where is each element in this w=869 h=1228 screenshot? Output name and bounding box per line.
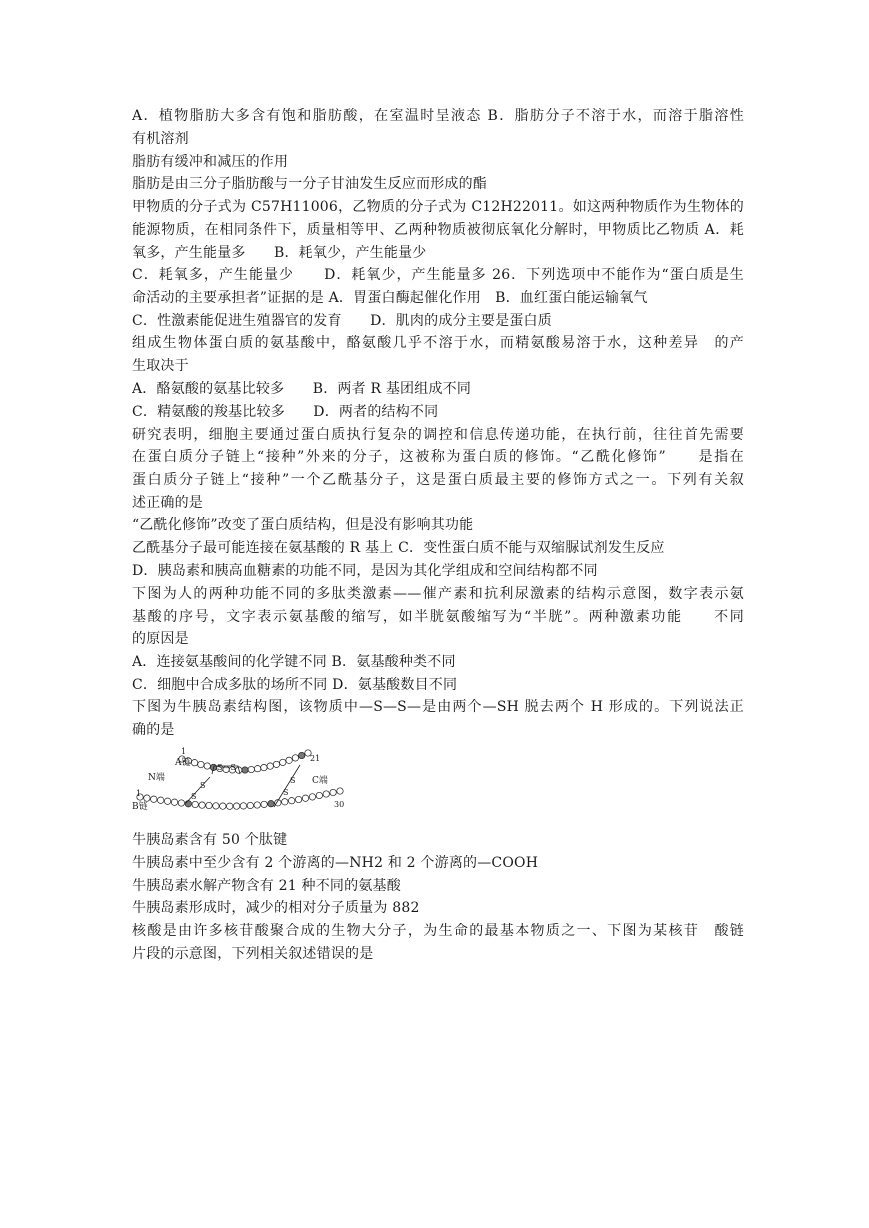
b-chain-start-number: 1 bbox=[136, 789, 142, 798]
text-line: 生取决于 bbox=[132, 358, 189, 374]
b-chain-bead bbox=[171, 799, 177, 805]
b-chain-bead bbox=[144, 795, 150, 801]
text-line: A．植物脂肪大多含有饱和脂肪酸，在室温时呈液态 B．脂肪分子不溶于水，而溶于脂溶性 bbox=[132, 108, 744, 124]
b-chain-bead bbox=[316, 792, 322, 798]
a-chain-bead bbox=[273, 761, 279, 767]
text-line: 牛胰岛素中至少含有 2 个游离的—NH2 和 2 个游离的—COOH bbox=[132, 855, 539, 871]
b-chain-bead bbox=[309, 794, 315, 800]
b-chain-bead bbox=[295, 796, 301, 802]
bond-s3-label: S bbox=[290, 776, 296, 785]
a-chain-bead bbox=[248, 766, 254, 772]
a-chain-bead bbox=[280, 759, 286, 765]
b-chain-bead bbox=[206, 802, 212, 808]
b-chain-label: B链 bbox=[132, 802, 148, 812]
a-chain-beads bbox=[179, 750, 311, 774]
c-end-label: C端 bbox=[312, 776, 328, 786]
insulin-structure-svg bbox=[130, 745, 352, 817]
text-line: 脂肪是由三分子脂肪酸与一分子甘油发生反应而形成的酯 bbox=[132, 176, 487, 192]
text-line: 研究表明，细胞主要通过蛋白质执行复杂的调控和信息传递功能，在执行前，往往首先需要 bbox=[132, 427, 744, 443]
text-line: C．细胞中合成多肽的场所不同 D．氨基酸数目不同 bbox=[132, 677, 458, 693]
a-chain-bead bbox=[267, 763, 273, 769]
a-chain-label: A链 bbox=[175, 758, 191, 768]
interchain-bond-left bbox=[186, 777, 210, 803]
b-chain-bead bbox=[289, 798, 295, 804]
b-chain-bead bbox=[323, 791, 329, 797]
bond-ss-a-label: S—S bbox=[217, 763, 236, 772]
text-line: C．耗氧多，产生能量少 D．耗氧少，产生能量多 26．下列选项中不能作为“蛋白质是生 bbox=[132, 267, 744, 283]
text-line: 乙酰基分子最可能连接在氨基酸的 R 基上 C．变性蛋白质不能与双缩脲试剂发生反应 bbox=[132, 540, 665, 556]
text-line: C．精氨酸的羧基比较多 D．两者的结构不同 bbox=[132, 404, 439, 420]
b-chain-bead bbox=[254, 802, 260, 808]
b-chain-bead bbox=[220, 803, 226, 809]
a-chain-bead bbox=[198, 761, 204, 767]
a-chain-bead bbox=[191, 760, 197, 766]
n-end-label: N端 bbox=[148, 773, 165, 783]
text-line: 牛胰岛素水解产物含有 21 种不同的氨基酸 bbox=[132, 878, 401, 894]
text-line: 牛胰岛素含有 50 个肽键 bbox=[132, 832, 288, 848]
b-chain-bead bbox=[247, 802, 253, 808]
b-chain-bead bbox=[302, 795, 308, 801]
text-line: 有机溶剂 bbox=[132, 131, 189, 147]
b-chain-end-number: 30 bbox=[334, 800, 345, 809]
a-chain-bead bbox=[299, 752, 305, 758]
b-chain-beads bbox=[137, 788, 343, 810]
text-line: 基酸的序号，文字表示氨基酸的缩写，如半胱氨酸缩写为“半胱”。两种激素功能 不同 bbox=[132, 609, 744, 625]
b-chain-bead bbox=[233, 803, 239, 809]
text-line: 的原因是 bbox=[132, 631, 189, 647]
b-chain-bead bbox=[213, 803, 219, 809]
text-line: C．性激素能促进生殖器官的发育 D．肌肉的成分主要是蛋白质 bbox=[132, 313, 552, 329]
a-chain-bead bbox=[286, 757, 292, 763]
text-line: A．酪氨酸的氨基比较多 B．两者 R 基团组成不同 bbox=[132, 381, 472, 397]
b-chain-bead bbox=[199, 802, 205, 808]
text-line: 甲物质的分子式为 C57H11006，乙物质的分子式为 C12H22011。如这两种物质作为生物体的 bbox=[132, 199, 744, 215]
a-chain-bead bbox=[261, 764, 267, 770]
b-chain-bead bbox=[337, 788, 343, 794]
b-chain-bead bbox=[227, 803, 233, 809]
bond-s1-label: S bbox=[200, 781, 206, 790]
text-line: 在蛋白质分子链上“接种”外来的分子，这被称为蛋白质的修饰。“乙酰化修饰” 是指在 bbox=[132, 449, 744, 465]
text-line: D．胰岛素和胰高血糖素的功能不同，是因为其化学组成和空间结构都不同 bbox=[132, 563, 598, 579]
a-chain-bead bbox=[204, 763, 210, 769]
a-chain-bead bbox=[254, 766, 260, 772]
b-chain-bead bbox=[178, 800, 184, 806]
text-line: 氧多，产生能量多 B．耗氧少，产生能量少 bbox=[132, 245, 427, 261]
b-chain-bead bbox=[158, 797, 164, 803]
text-line: 核酸是由许多核苷酸聚合成的生物大分子，为生命的最基本物质之一、下图为某核苷 酸链 bbox=[132, 923, 744, 939]
b-chain-bead bbox=[268, 801, 274, 807]
b-chain-bead bbox=[240, 803, 246, 809]
text-line: 脂肪有缓冲和减压的作用 bbox=[132, 154, 289, 170]
b-chain-bead bbox=[330, 789, 336, 795]
text-line: 述正确的是 bbox=[132, 495, 203, 511]
b-chain-bead bbox=[151, 796, 157, 802]
text-line: “乙酰化修饰”改变了蛋白质结构，但是没有影响其功能 bbox=[132, 517, 474, 533]
text-line: 命活动的主要承担者”证据的是 A．胃蛋白酶起催化作用 B．血红蛋白能运输氧气 bbox=[132, 290, 648, 306]
text-line: 下图为人的两种功能不同的多肽类激素——催产素和抗利尿激素的结构示意图，数字表示氨 bbox=[132, 586, 744, 602]
text-line: 确的是 bbox=[132, 722, 175, 738]
b-chain-bead bbox=[185, 801, 191, 807]
a-chain-bead bbox=[292, 755, 298, 761]
text-line: 能源物质，在相同条件下，质量相等甲、乙两种物质被彻底氧化分解时，甲物质比乙物质 A．耗 bbox=[132, 222, 744, 238]
text-line: 牛胰岛素形成时，减少的相对分子质量为 882 bbox=[132, 900, 420, 916]
text-line: 片段的示意图，下列相关叙述错误的是 bbox=[132, 946, 374, 962]
text-line: 组成生物体蛋白质的氨基酸中，酪氨酸几乎不溶于水，而精氨酸易溶于水，这种差异 的产 bbox=[132, 335, 744, 351]
bond-s2-label: S bbox=[191, 792, 197, 801]
a-chain-end-number: 21 bbox=[310, 754, 321, 763]
b-chain-bead bbox=[164, 798, 170, 804]
b-chain-bead bbox=[192, 801, 198, 807]
text-line: 蛋白质分子链上“接种”一个乙酰基分子，这是蛋白质最主要的修饰方式之一。下列有关叙 bbox=[132, 472, 744, 488]
a-chain-start-number: 1 bbox=[181, 747, 187, 756]
text-line: A．连接氨基酸间的化学键不同 B．氨基酸种类不同 bbox=[132, 654, 456, 670]
text-line: 下图为牛胰岛素结构图，该物质中—S—S—是由两个—SH 脱去两个 H 形成的。下列说法正 bbox=[132, 699, 744, 715]
b-chain-bead bbox=[261, 801, 267, 807]
a-chain-bead bbox=[242, 767, 248, 773]
insulin-structure-figure bbox=[130, 745, 352, 817]
bond-s4-label: S bbox=[283, 788, 289, 797]
b-chain-bead bbox=[282, 799, 288, 805]
